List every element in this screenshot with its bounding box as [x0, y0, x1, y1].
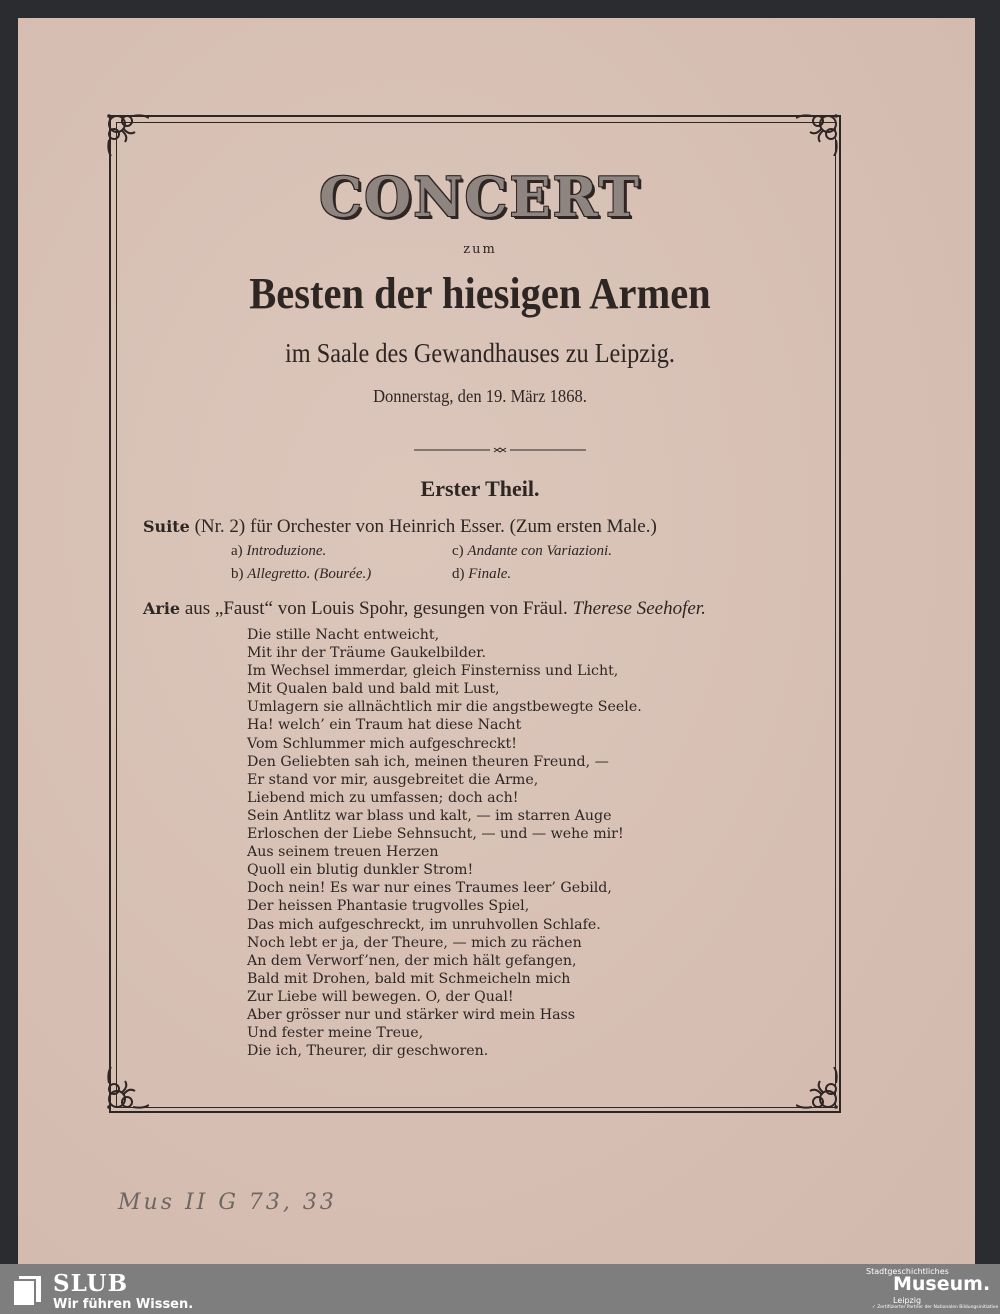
movement-item	[452, 566, 511, 583]
event-title: Besten der hiesigen Armen	[249, 269, 711, 318]
ornament-corner-icon	[103, 110, 149, 156]
lyric-line: Im Wechsel immerdar, gleich Finsterniss und Licht,	[247, 663, 619, 680]
venue-line: im Saale des Gewandhauses zu Leipzig.	[284, 338, 676, 368]
lyric-line: Den Geliebten sah ich, meinen theuren Freund, —	[247, 753, 609, 770]
lyric-line: Der heissen Phantasie trugvolles Spiel,	[247, 898, 530, 915]
movement-item	[452, 543, 612, 560]
singer-name: Therese Seehofer.	[572, 598, 706, 619]
movement-title: Allegretto. (Bourée.)	[247, 566, 372, 582]
museum-city: Leipzig	[893, 1296, 922, 1305]
arie-description: aus „Faust“ von Louis Spohr, gesungen von Fräul.	[180, 598, 573, 619]
lyrics-block	[247, 626, 642, 1060]
suite-description: (Nr. 2) für Orchester von Heinrich Esser. (Zum ersten Male.)	[189, 516, 657, 537]
lyric-line: An dem Verworf’nen, der mich hält gefangen,	[247, 952, 577, 969]
section-heading: Erster Theil.	[420, 476, 540, 501]
movement-letter: c)	[452, 543, 464, 559]
suite-entry	[143, 516, 657, 538]
museum-brand[interactable]: Museum.	[893, 1273, 991, 1295]
handwritten-shelfmark: Mus II G 73, 33	[118, 1190, 337, 1215]
movement-item	[231, 566, 371, 583]
movement-letter: d)	[452, 566, 465, 582]
lyric-line: Mit ihr der Träume Gaukelbilder.	[247, 645, 487, 662]
lyric-line: Liebend mich zu umfassen; doch ach!	[247, 789, 519, 806]
lyric-line: Erloschen der Liebe Sehnsucht, — und — wehe mir!	[247, 826, 624, 843]
lyric-line: Doch nein! Es war nur eines Traumes leer’ Gebild,	[247, 880, 612, 897]
movement-title: Finale.	[468, 566, 512, 582]
lyric-line: Aber grösser nur und stärker wird mein Hass	[247, 1006, 576, 1023]
ornament-corner-icon	[103, 1067, 149, 1113]
date-line: Donnerstag, den 19. März 1868.	[373, 386, 587, 406]
lyric-line: Und fester meine Treue,	[247, 1025, 424, 1042]
movement-letter: a)	[231, 543, 243, 559]
lyric-line: Ha! welch’ ein Traum hat diese Nacht	[247, 717, 522, 734]
lyric-line: Noch lebt er ja, der Theure, — mich zu rächen	[247, 934, 582, 951]
suite-label: Suite	[143, 517, 190, 536]
ornament-corner-icon	[796, 1067, 842, 1113]
movement-title: Introduzione.	[246, 543, 327, 559]
movement-title: Andante con Variazioni.	[467, 543, 612, 559]
lyric-line: Das mich aufgeschreckt, im unruhvollen Schlafe.	[247, 916, 601, 933]
lyric-line: Quoll ein blutig dunkler Strom!	[247, 862, 474, 879]
lyric-line: Umlagern sie allnächtlich mir die angstbewegte Seele.	[247, 699, 642, 716]
ornament-corner-icon	[796, 110, 842, 156]
lyric-line: Mit Qualen bald und bald mit Lust,	[247, 681, 500, 698]
slub-tagline: Wir führen Wissen.	[53, 1297, 194, 1312]
concert-heading: CONCERT	[319, 165, 641, 229]
museum-subtitle: Stadtgeschichtliches	[866, 1267, 949, 1276]
lyric-line: Die stille Nacht entweicht,	[247, 627, 440, 643]
movement-letter: b)	[231, 566, 244, 582]
arie-label: Arie	[143, 599, 181, 618]
lyric-line: Zur Liebe will bewegen. O, der Qual!	[247, 988, 514, 1005]
lyric-line: Sein Antlitz war blass und kalt, — im starren Auge	[247, 807, 612, 824]
slub-logo-icon[interactable]	[13, 1276, 41, 1306]
movement-item	[231, 543, 326, 560]
lyric-line: Die ich, Theurer, dir geschworen.	[247, 1043, 489, 1060]
lyric-line: Vom Schlummer mich aufgeschreckt!	[247, 735, 517, 752]
ornamental-rule-icon	[412, 438, 588, 444]
lyric-line: Aus seinem treuen Herzen	[247, 844, 439, 861]
arie-entry	[143, 598, 706, 620]
footer-bar	[0, 1264, 1000, 1314]
lyric-line: Er stand vor mir, ausgebreitet die Arme,	[247, 771, 539, 788]
zum-text: zum	[463, 242, 497, 257]
museum-partner-note: ✓ Zertifizierter Partner der Nationalen Bildungsinitiative	[872, 1305, 999, 1310]
lyric-line: Bald mit Drohen, bald mit Schmeicheln mich	[247, 970, 571, 987]
slub-brand[interactable]: SLUB	[53, 1270, 129, 1297]
